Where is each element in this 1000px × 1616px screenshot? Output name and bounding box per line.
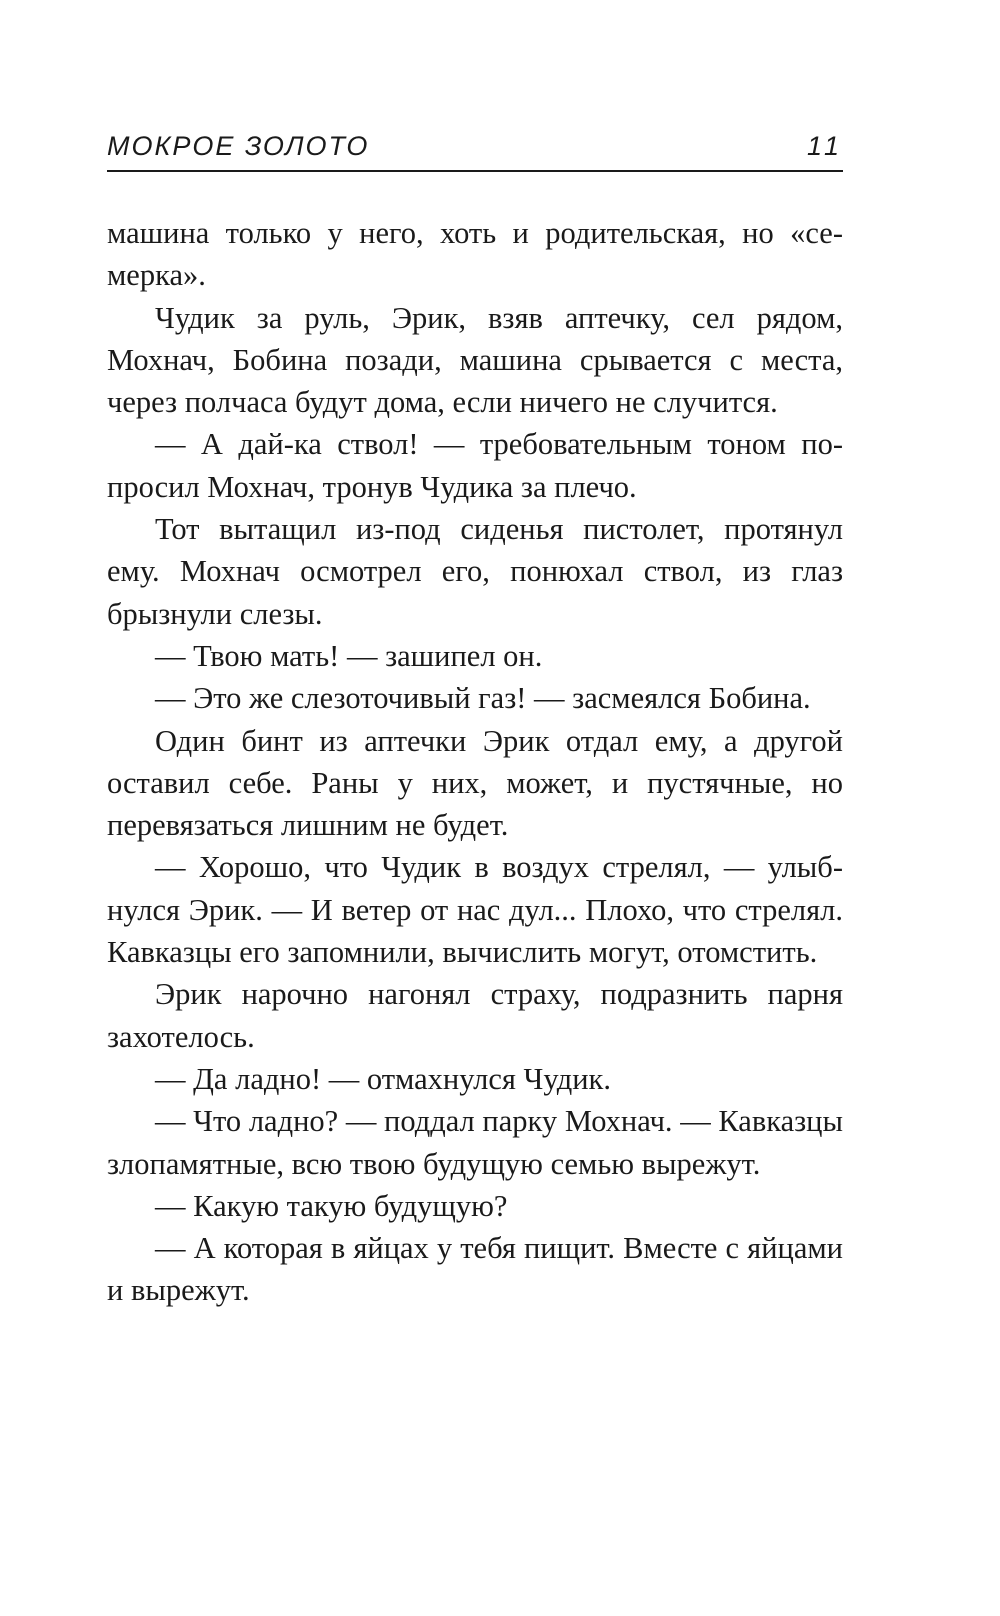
dialogue-paragraph: — А которая в яйцах у тебя пищит. Вместе с яйцами и вырежут. bbox=[107, 1231, 843, 1308]
paragraph: Чудик за руль, Эрик, взяв аптечку, сел рядом, Мохнач, Бобина позади, машина срывается с места, через полчаса будут дома, если ничего не случится. bbox=[107, 300, 843, 420]
body-text bbox=[107, 212, 843, 1312]
dialogue-paragraph: — Какую такую будущую? bbox=[155, 1188, 508, 1223]
paragraph: Эрик нарочно нагонял страху, подразнить парня захотелось. bbox=[107, 977, 843, 1054]
page-number: 11 bbox=[806, 131, 843, 161]
dialogue-paragraph: — Что ладно? — поддал парку Мохнач. — Кавказцы злопамятные, всю твою будущую семью вырежут. bbox=[107, 1104, 843, 1181]
dialogue-paragraph: — Хорошо, что Чудик в воздух стрелял, — улыбнулся Эрик. — И ветер от нас дул... Плохо, что стрелял. Кавказцы его запомнили, вычислить могут, отомстить. bbox=[107, 850, 843, 970]
dialogue-paragraph: — А дай-ка ствол! — требовательным тоном попросил Мохнач, тронув Чудика за плечо. bbox=[107, 427, 843, 504]
dialogue-paragraph: — Да ладно! — отмахнулся Чудик. bbox=[155, 1061, 611, 1096]
paragraph: Один бинт из аптечки Эрик отдал ему, а другой оставил себе. Раны у них, может, и пустячные, но перевязаться лишним не будет. bbox=[107, 723, 843, 843]
paragraph: Тот вытащил из-под сиденья пистолет, протянул ему. Мохнач осмотрел его, понюхал ствол, из глаз брызнули слезы. bbox=[107, 512, 843, 631]
dialogue-paragraph: — Твою мать! — зашипел он. bbox=[155, 638, 543, 673]
paragraph: машина только у него, хоть и родительская, но «семерка». bbox=[107, 216, 843, 293]
dialogue-paragraph: — Это же слезоточивый газ! — засмеялся Бобина. bbox=[155, 681, 811, 716]
running-header bbox=[107, 126, 843, 172]
running-title: МОКРОЕ ЗОЛОТО bbox=[107, 131, 370, 161]
